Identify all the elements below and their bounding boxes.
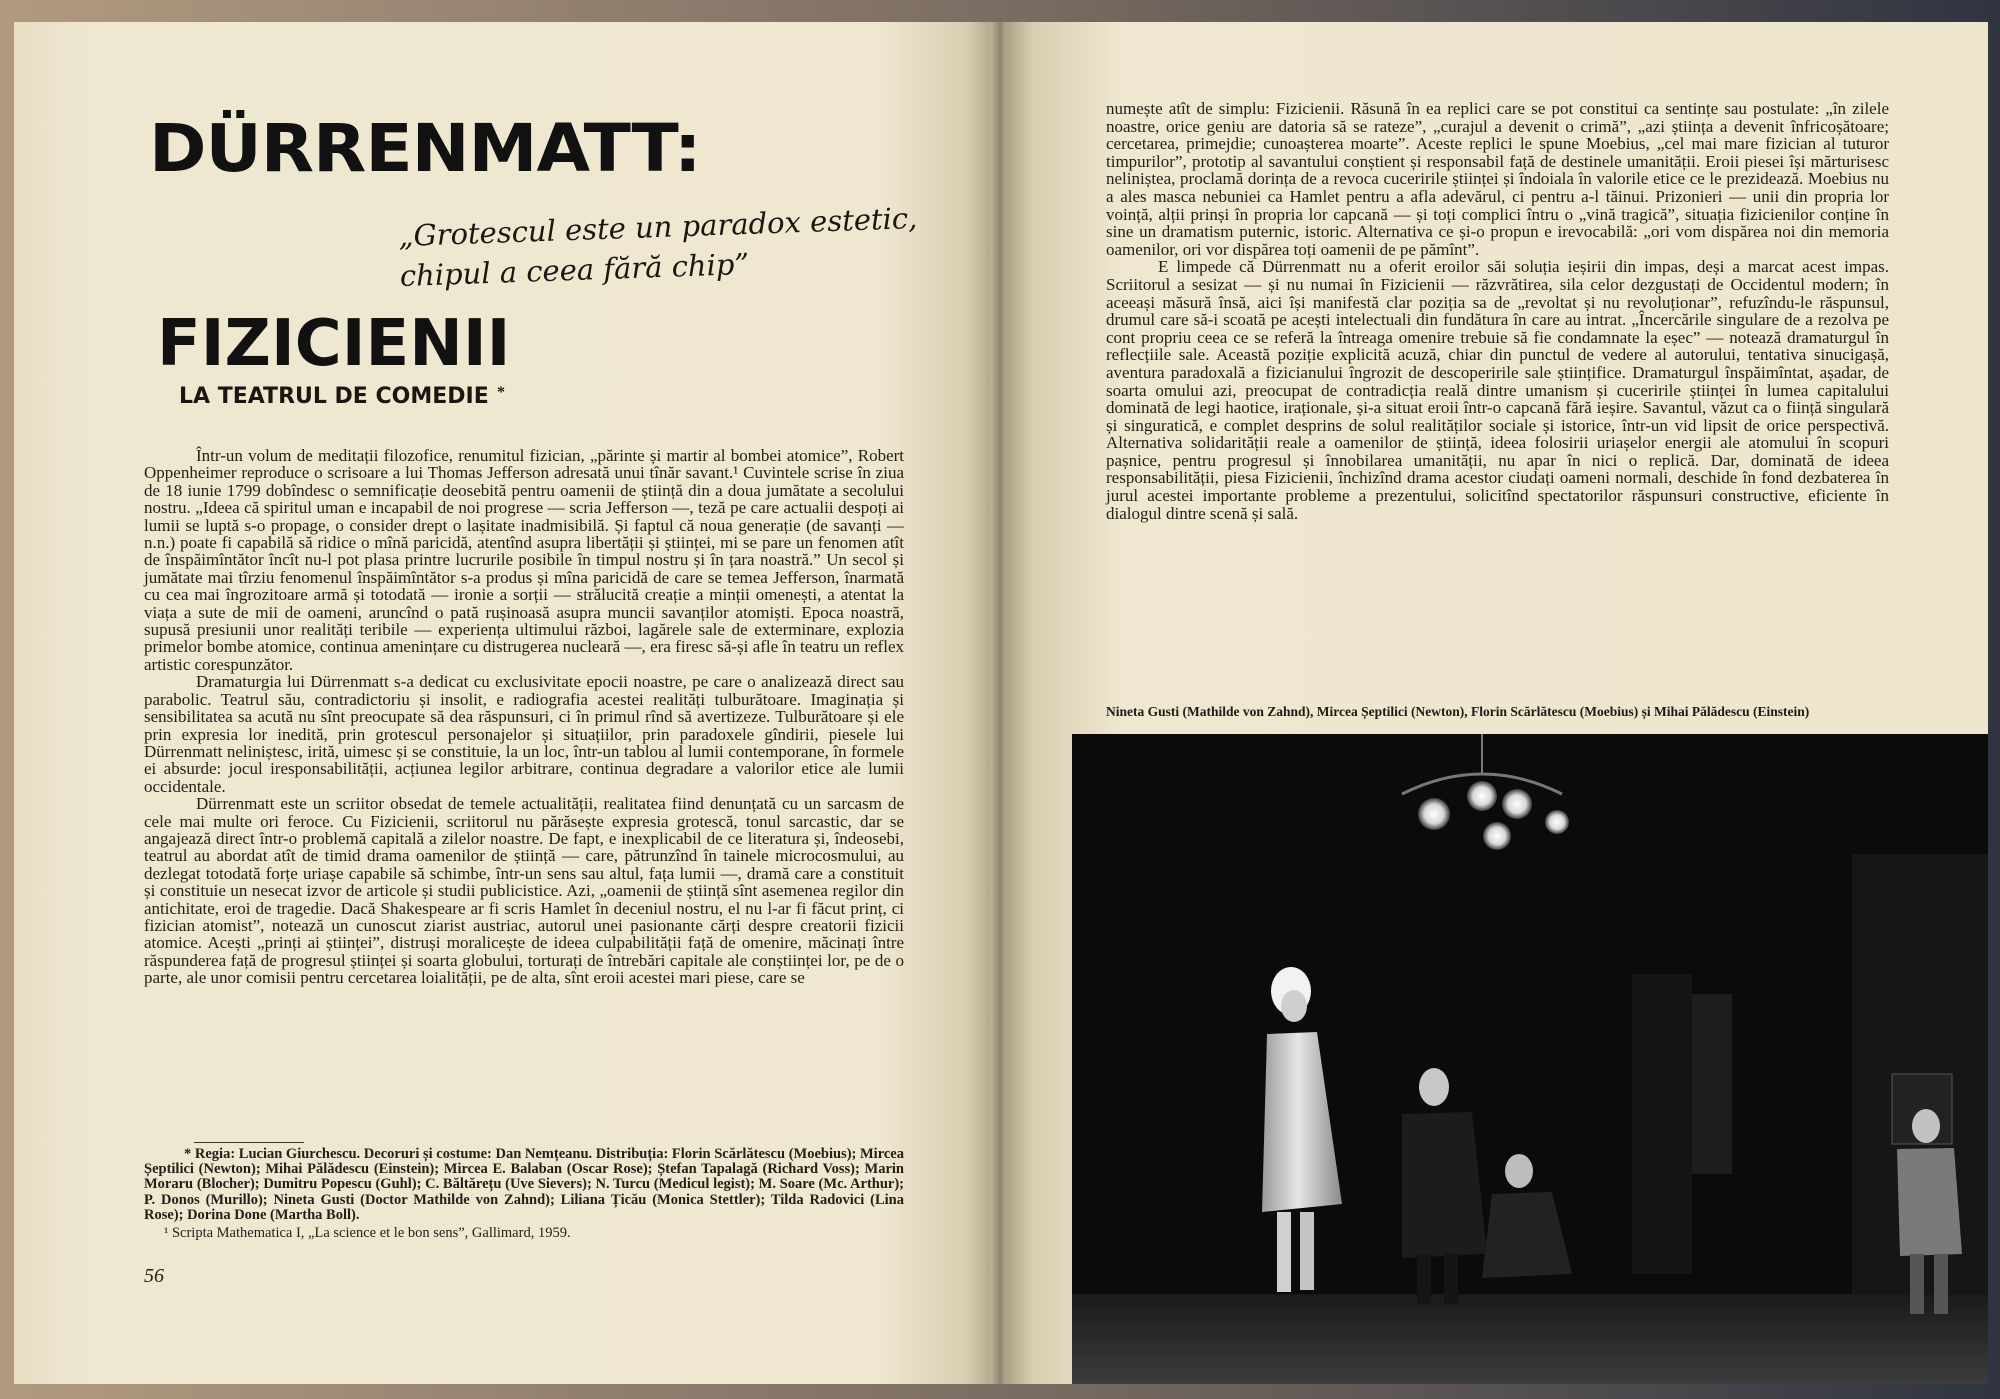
- theatre-heading: LA TEATRUL DE COMEDIE: [179, 384, 489, 409]
- footnote-divider: [194, 1142, 304, 1143]
- page-number: 56: [144, 1265, 164, 1287]
- paragraph: numește atît de simplu: Fizicienii. Răsună în ea replici care se pot constitui ca sentințe sau postulate: „în zilele noastre, orice geniu are datoria să se rateze”, „curajul a devenit o crimă”, „azi știința a devenit înfricoșătoare; cercetarea, primejdie; cunoașterea moarte”. Aceste replici le spune Moebius, „cel mai mare fizician al tuturor timpurilor”, prototip al savantului conștient și responsabil față de destinele umanității. Eroii piesei își mărturisesc neliniștea, proclamă dorința de a revoca cuceririle științei și îndoiala în valorile etice ce le prezidează. Moebius nu a ales masca nebuniei ca Hamlet pentru a afla adevărul, ci pentru a-l tăinui. Prizonieri — unii din propria lor voință, alții prinși în propria lor capcană — și toți complici întru o „vină tragică”, situația fizicienilor conține în sine un dramatism puternic, istoric. Alternativa ce și-o propun e irevocabilă: „ori vom dispărea noi din memoria oamenilor, ori vor dispărea toți oamenii de pe pămînt”.: [1106, 99, 1889, 259]
- reference-footnote: ¹ Scripta Mathematica I, „La science et le bon sens”, Gallimard, 1959.: [164, 1225, 571, 1242]
- handwritten-quote: [398, 198, 920, 296]
- paragraph: Dürrenmatt este un scriitor obsedat de temele actualității, realitatea fiind denunțată cu un sarcasm de cele mai multe ori feroce. Cu Fizicienii, scriitorul nu părăsește expresia grotescă, tonul sarcastic, dar se angajează direct într-o problemă capitală a zilelor noastre. De fapt, e inexplicabil de ce literatura și, îndeosebi, teatrul au abordat atît de timid drama oamenilor de știință — care, pătrunzînd în tainele microcosmului, au dezlegat totodată forțe uriașe capabile să schimbe, într-un sens sau altul, fața lumii —, dramă care a constituit și constituie un nesecat izvor de articole și studii publicistice. Azi, „oamenii de știință sînt asemenea regilor din antichitate, eroi de tragedie. Dacă Shakespeare ar fi scris Hamlet în deceniul nostru, el nu l-ar fi făcut prinț, ci fizician atomist”, notează un cunoscut ziarist austriac, autorul unei pasionante cărți despre creatorii fizicii atomice. Acești „prinți ai științei”, distruși moralicește de ideea culpabilității față de omenire, măcinați între răspunderea față de progresul științei și soarta globului, torturați de întrebări capitale ale conștiinței lor, pe de o parte, ale unor comisii pentru cercetarea loialității, pe de alta, sînt eroii acestei mari piese, care se: [144, 794, 904, 988]
- article-title: DÜRRENMATT:: [149, 110, 701, 187]
- article-body-left: [144, 447, 904, 987]
- stage-scene-image: [1072, 734, 1988, 1384]
- paragraph: Dramaturgia lui Dürrenmatt s-a dedicat cu exclusivitate epocii noastre, pe care o analizează direct sau parabolic. Teatrul său, contradictoriu și insolit, e radiografia acestei realități tulburătoare. Imaginația și sensibilitatea sa acută nu sînt preocupate să dea răspunsuri, ci în primul rînd să avertizeze. Tulburătoare și ele prin expresia lor inedită, prin grotescul personajelor și situațiilor, prin paradoxele gîndirii, piesele lui Dürrenmatt neliniștesc, irită, uimesc și se constituie, la un loc, într-un tablou al lumii contemporane, în formele ei absurde: jocul iresponsabilității, acțiunea legilor arbitrare, continua degradare a valorilor etice ale lumii occidentale.: [144, 672, 904, 796]
- paragraph: E limpede că Dürrenmatt nu a oferit eroilor săi soluția ieșirii din impas, deși a marcat acest impas. Scriitorul a sesizat — și nu numai în Fizicienii — răzvrătirea, sila celor dezgustați de Occidentul modern; în aceeași măsură însă, aici își manifestă clar poziția sa de „revoltat și nu revoluționar”, refuzîndu-le răspunsul, drumul care să-i scoată pe acești intelectuali din fundătura în care au intrat. „Încercările singulare de a rezolva pe cont propriu ceea ce se referă la întreaga omenire trebuie să fie condamnate la eșec” — notează dramaturgul în reflecțiile sale. Această poziție explicită acuză, chiar din punctul de vedere al autorului, tentativa sinucigașă, aventura paradoxală a fizicianului îngrozit de descoperirile sale științifice. Dramaturgul înspăimîntat, așadar, de soarta omului azi, preocupat de contradicția reală dintre umanism și cuceririle științei în lumea capitalului dominată de legi haotice, iraționale, și-a situat eroii într-o capcană fără ieșire. Savantul, văzut ca o ființă singulară și singuratică, e complet desprins de solul realităților sociale și istorice, într-un vid lipsit de orice perspectivă. Alternativa solidarității reale a oamenilor de știință, ideea folosirii uriașelor energii ale atomului în scopuri pașnice, pentru progresul și înnobilarea umanității, nu apar în nici o replică. Dar, dominată de ideea responsabilității, piesa Fizicienii, închizînd drama acestor ciudați oameni normali, deschide în fond dezbaterea în jurul acestei importante probleme a prezentului, solicitînd spectatorilor răspunsuri constructive, eficiente în dialogul dintre scenă și sală.: [1106, 257, 1889, 523]
- left-page: [14, 22, 997, 1384]
- article-body-right: [1106, 100, 1889, 522]
- paragraph: Într-un volum de meditații filozofice, renumitul fizician, „părinte și martir al bombei atomice”, Robert Oppenheimer reproduce o scrisoare a lui Thomas Jefferson adresată unui tînăr savant.¹ Cuvintele scrise în ziua de 18 iunie 1799 dobîndesc o semnificație deosebită pentru oamenii de știință din a doua jumătate a secolului nostru. „Ideea că spiritul uman e incapabil de noi progrese — scria Jefferson —, teză pe care actualii despoți ai lumii se luptă s-o propage, o consider drept o lașitate inadmisibilă. Și faptul că noua generație (de savanți — n.n.) poate fi capabilă să ridice o mînă paricidă, atentînd asupra libertății și științei, mi se pare un fenomen atît de înspăimîntător încît nu-l pot plasa printre lucrurile posibile în timpul nostru și în țara noastră.” Un secol și jumătate mai tîrziu fenomenul înspăimîntător s-a produs și mîna paricidă de care se temea Jefferson, înarmată cu cea mai îngrozitoare armă și totodată — ironie a sorții — strălucită creație a minții omenești, a atentat la viața a sute de mii de oameni, aruncînd o pată rușinoasă asupra muncii savanților atomiști. Epoca noastră, supusă presiunii unor realități teribile — experiența ultimului război, lagărele sale de exterminare, explozia primelor bombe atomice, continua amenințare cu distrugerea nucleară —, era firesc să-și afle în teatru un reflex artistic corespunzător.: [144, 446, 904, 674]
- quote-line-1: „Grotescul este un paradox estetic,: [397, 200, 918, 254]
- play-title: FIZICIENII: [157, 307, 511, 381]
- stage-photo: [1072, 734, 1988, 1384]
- quote-line-2: chipul a ceea fără chip”: [399, 246, 750, 294]
- footnotes: [144, 1147, 904, 1241]
- production-credits: * Regia: Lucian Giurchescu. Decoruri și costume: Dan Nemțeanu. Distribuția: Florin Scărlătescu (Moebius); Mircea Șeptilici (Newton); Mihai Pălădescu (Einstein); Mircea E. Balaban (Oscar Rose); Ștefan Tapalagă (Richard Voss); Marin Moraru (Blocher); Dumitru Popescu (Guhl); C. Băltărețu (Uve Sievers); N. Turcu (Medicul legist); M. Soare (Mc. Arthur); P. Donos (Murillo); Nineta Gusti (Doctor Mathilde von Zahnd); Liliana Țicău (Monica Stettler); Tilda Radovici (Lina Rose); Dorina Done (Martha Boll).: [144, 1146, 904, 1223]
- footnote-marker: *: [497, 384, 505, 401]
- right-page: [1003, 22, 1988, 1384]
- photo-caption: Nineta Gusti (Mathilde von Zahnd), Mircea Șeptilici (Newton), Florin Scărlătescu (Moebius) și Mihai Pălădescu (Einstein): [1106, 704, 1810, 719]
